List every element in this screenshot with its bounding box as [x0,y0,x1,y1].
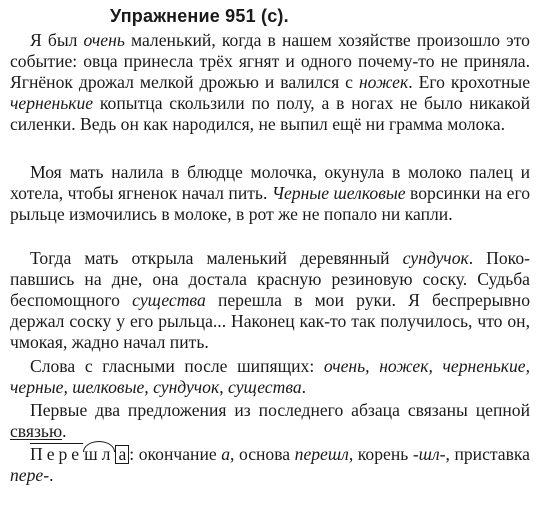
paragraph-1 [10,30,530,135]
italic-word: очень [83,30,125,50]
morpheme-prefix: Пере [30,444,84,464]
paragraph-3 [10,248,530,353]
paragraph-4 [10,356,530,398]
text-segment: . [62,421,67,441]
text-segment: ворсинки на его рыльце измочились в молоке, в рот же не попало ни капли. [10,183,531,224]
italic-word: пере- [10,465,50,485]
text-segment: Моя мать налила в блюдце молочка, окунула в молоко палец и хотела, чтобы ягненок начал пить. [10,162,530,203]
text-segment: . Его крохотные [408,72,531,92]
text-segment: Первые два предложения из последнего абзаца связаны цепной [30,400,530,420]
italic-word: черненькие [10,93,94,113]
italic-word: сундучок [402,248,469,268]
italic-word-list: очень, ножек, черненькие, черные, шелковые, сундучок, существа [10,356,530,397]
italic-word: ножек [358,72,409,92]
exercise-heading: Упражнение 951 (с). [110,6,289,26]
text-segment: Я был [30,30,84,50]
italic-word: а [221,444,231,464]
paragraph-2 [10,162,530,225]
paragraph-5 [10,400,530,442]
paragraph-6 [10,444,530,486]
text-segment: перешла в мои руки. Я беспрерывно держал соску у его рыльца... Наконец как-то так получилось, что он, чмокая, жадно начал пить. [10,290,530,352]
italic-word: Черные шелковые [271,183,406,203]
text-segment: , корень [348,444,413,464]
text-segment: . [49,465,54,485]
morpheme-root: шл [84,444,115,464]
underlined-word: связью [10,421,63,441]
text-segment: , приставка [445,444,530,464]
text-segment: Тогда мать открыла маленький деревянный [30,248,403,268]
italic-word: существа [132,290,206,310]
text-segment: копытца скользили по полу, а в ногах не было никакой силенки. Ведь он как народился, не выпил ещё ни грамма молока. [10,93,530,134]
text-segment: маленький, когда в нашем хозяйстве произошло это событие: овца принесла трёх ягнят и одного почему-то не приняла. Ягнёнок дрожал мелкой дрожью и валился с [10,30,530,92]
text-segment: , основа [230,444,295,464]
italic-word: -шл- [412,444,446,464]
text-segment: . Покопавшись на дне, она достала красную резиновую соску. Судьба беспомощного [10,248,530,310]
italic-word: перешл [294,444,349,464]
text-segment: : окончание [129,444,222,464]
text-segment: . [301,377,307,397]
morpheme-ending: а [115,445,129,464]
text-segment: Слова с гласными после шипящих: [30,356,324,376]
